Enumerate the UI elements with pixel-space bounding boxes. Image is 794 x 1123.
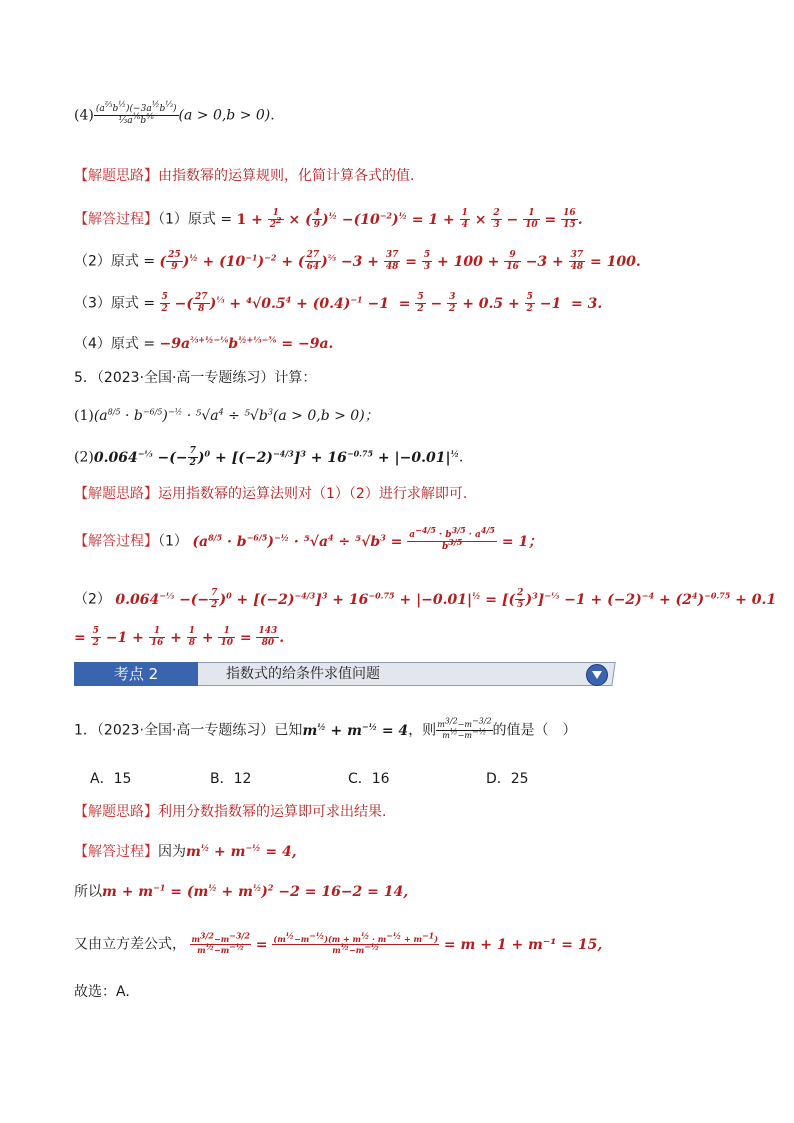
- proc-3-result: 3: [587, 295, 598, 312]
- chevron-down-icon[interactable]: [586, 664, 608, 686]
- proc-line-10: [74, 930, 603, 955]
- proc-6-prefix: （2）: [74, 591, 111, 608]
- q1-stem-mid: ，则: [408, 722, 437, 739]
- proc-tag: 【解答过程】: [74, 211, 158, 228]
- q4-fraction: $\frac{(a^{\frac{2}{3}}b^{\frac{1}{2}})(-3a^{\frac{1}{2}}b^{\frac{1}{3}})}{\frac{1}{3}a^{\frac{1}{6}}b^{\frac{5}{6}}}$: [95, 100, 177, 126]
- proc-line-7: [74, 626, 284, 649]
- proc-4-formula: $-9a^{\frac{2}{3}+\frac{1}{2}-\frac{1}{6}}b^{\frac{1}{2}+\frac{1}{3}-\frac{5}{6}} = -9a$.: [159, 334, 334, 352]
- proc-line-4: [74, 334, 333, 354]
- section-banner: [74, 662, 614, 686]
- proc-line-6: [74, 588, 776, 611]
- proc-tag: 【解答过程】: [74, 844, 158, 860]
- proc-line-3: [74, 292, 602, 315]
- q4-expression: [74, 100, 275, 127]
- hint-text-1: 由指数幂的运算规则，化简计算各式的值.: [158, 168, 415, 184]
- q4-condition: (a > 0,b > 0).: [178, 107, 275, 124]
- final-num: 143: [258, 626, 278, 636]
- q5-stem: 5．（2023·全国·高一专题练习）计算：: [74, 370, 317, 386]
- proc-1-prefix: （1）原式 =: [158, 211, 233, 228]
- proc-line-5: [74, 525, 543, 553]
- proc-2-formula: ( $\frac{25}{9}$ )$^{\frac{1}{2}} + (10^{-1})^{-2}$ + ( $\frac{27}{64}$ )$^{\frac{2}{3}}$ −3 + $\frac{37}{48}$ = $\frac{5}{3}$ + 100 + $\frac{9}{16}$ −3 + $\frac{37}{48}$ = 100.: [159, 250, 641, 272]
- hint-text-3: 利用分数指数幂的运算即可求出结果.: [158, 804, 387, 820]
- proc-3-prefix: （3）原式 =: [74, 295, 156, 312]
- proc-line-8: [74, 842, 297, 862]
- proc-7-formula: = $\frac{5}{2}$ −1 + $\frac{1}{16}$ + $\frac{1}{8}$ + $\frac{1}{10}$ = $\frac{143}{80}$ .: [74, 626, 285, 648]
- hint-tag: 【解题思路】: [74, 486, 158, 502]
- section-title: 指数式的给条件求值问题: [226, 666, 380, 682]
- answer-line: 故选：A.: [74, 984, 130, 1000]
- proc-line-2: [74, 250, 641, 273]
- choice-c[interactable]: C．16: [348, 771, 390, 787]
- proc-1-formula: 1 + $\frac{1}{2^2}$ × ( $\frac{4}{9}$ )$^{\frac{1}{2}} -(10^{-2})^{\frac{1}{2}} = 1$ + $\frac{1}{4}$ × $\frac{2}{3}$ − $\frac{1}{10}$ = $\frac{16}{15}$ .: [236, 208, 583, 230]
- step2-formula: $m + m^{-1} = (m^{\frac{1}{2}} + m^{\frac{1}{2}})^2 -2 = 16-2 = 14$,: [102, 882, 409, 900]
- proc-4-prefix: （4）原式 =: [74, 336, 156, 352]
- choice-d[interactable]: D．25: [486, 771, 529, 787]
- q1-stem-prefix: 1．（2023·全国·高一专题练习）已知: [74, 722, 303, 739]
- section-badge: 考点 2: [74, 662, 198, 686]
- proc-line-9: [74, 882, 408, 902]
- proc-5-prefix: （1）: [158, 533, 188, 550]
- proc-6-formula: $0.064^{-\frac{1}{3}}$ −(− $\frac{7}{2}$ )$^0 + [(-2)^{-4/3}]^3 + 16^{-0.75} + |-0.01|^{\frac{1}{2}}$ = [( $\frac{2}{5}$ )$^3]^{-\frac{1}{3}} -1 + (-2)^{-4} + (2^4)^{-0.75} + 0.1$: [115, 588, 777, 610]
- step2-prefix: 所以: [74, 884, 102, 900]
- q5-part2: $(2)0.064^{-\frac{1}{3}}$ −(− $\frac{7}{2}$ )$^0 + [(-2)^{-4/3}]^3 + 16^{-0.75} + |-0.01|^{\frac{1}{2}}$.: [74, 446, 464, 468]
- hint-text-2: 运用指数幂的运算法则对（1）（2）进行求解即可.: [158, 486, 468, 502]
- hint-tag: 【解题思路】: [74, 168, 158, 184]
- final-den: 80: [261, 638, 275, 648]
- hint-line-1: [74, 166, 414, 186]
- proc-3-formula: $\frac{5}{2}$ −( $\frac{27}{8}$ )$^{\frac{1}{3}} + ^4√0.5^4 + (0.4)^{-1} -1$ = $\frac{5}{2}$ − $\frac{3}{2}$ + 0.5 + $\frac{5}{2}$ −1 = 3.: [161, 292, 603, 314]
- choice-a[interactable]: A．15: [90, 771, 132, 787]
- q5-part2-label: (2): [74, 449, 94, 466]
- step1-prefix: 因为: [158, 844, 186, 860]
- q1-stem: 1．（2023·全国·高一专题练习）已知$m^{\frac{1}{2}} + m^{-\frac{1}{2}} = 4$，则 $\frac{m^{3/2}-m^{-3/2}}{m^{\frac{1}{2}}-m^{-\frac{1}{2}}}$ 的值是（ ）: [74, 716, 577, 740]
- q5-part1: $(1)(a^{8/5} \cdot b^{-6/5})^{-\frac{1}{2}} \cdot ^5√a^4 \div ^5√b^3(a > 0,b > 0)$；: [74, 407, 379, 424]
- q5-part1-label: (1): [74, 408, 94, 424]
- proc-line-1: [74, 208, 583, 231]
- choice-b[interactable]: B．12: [210, 771, 252, 787]
- proc-tag: 【解答过程】: [74, 533, 158, 550]
- step2-result: 16−2 = 14,: [321, 884, 409, 900]
- step3-prefix: 又由立方差公式，: [74, 936, 186, 953]
- step3-formula: $\frac{m^{3/2}-m^{-3/2}}{m^{\frac{1}{2}}-m^{-\frac{1}{2}}}$ = $\frac{(m^{\frac{1}{2}}-m^{-\frac{1}{2}})(m + m^{\frac{1}{2}} \cdot m^{-\frac{1}{2}} + m^{-1})}{m^{\frac{1}{2}}-m^{-\frac{1}{2}}}$ = m + 1 + m⁻¹ = 15,: [191, 930, 603, 955]
- proc-2-prefix: （2）原式 =: [74, 253, 156, 270]
- proc-2-result: 100: [606, 253, 636, 270]
- q4-label: (4): [74, 107, 94, 124]
- hint-tag: 【解题思路】: [74, 804, 158, 820]
- hint-line-3: [74, 802, 386, 822]
- step1-formula: $m^{\frac{1}{2}} + m^{-\frac{1}{2}} = 4$,: [186, 842, 297, 860]
- q1-stem-suffix: 的值是（ ）: [492, 722, 577, 739]
- hint-line-2: [74, 484, 467, 504]
- proc-5-result: 1；: [518, 533, 543, 550]
- proc-5-formula: $(a^{8/5} \cdot b^{-6/5})^{-\frac{1}{2}} \cdot ^5√a^4 \div ^5√b^3$ = $\frac{a^{-4/5} \cdot b^{3/5} \cdot a^{4/5}}{b^{3/5}}$ = 1；: [192, 525, 543, 552]
- proc-4-result: −9a: [298, 336, 329, 352]
- step3-result: m + 1 + m⁻¹ = 15,: [460, 936, 603, 953]
